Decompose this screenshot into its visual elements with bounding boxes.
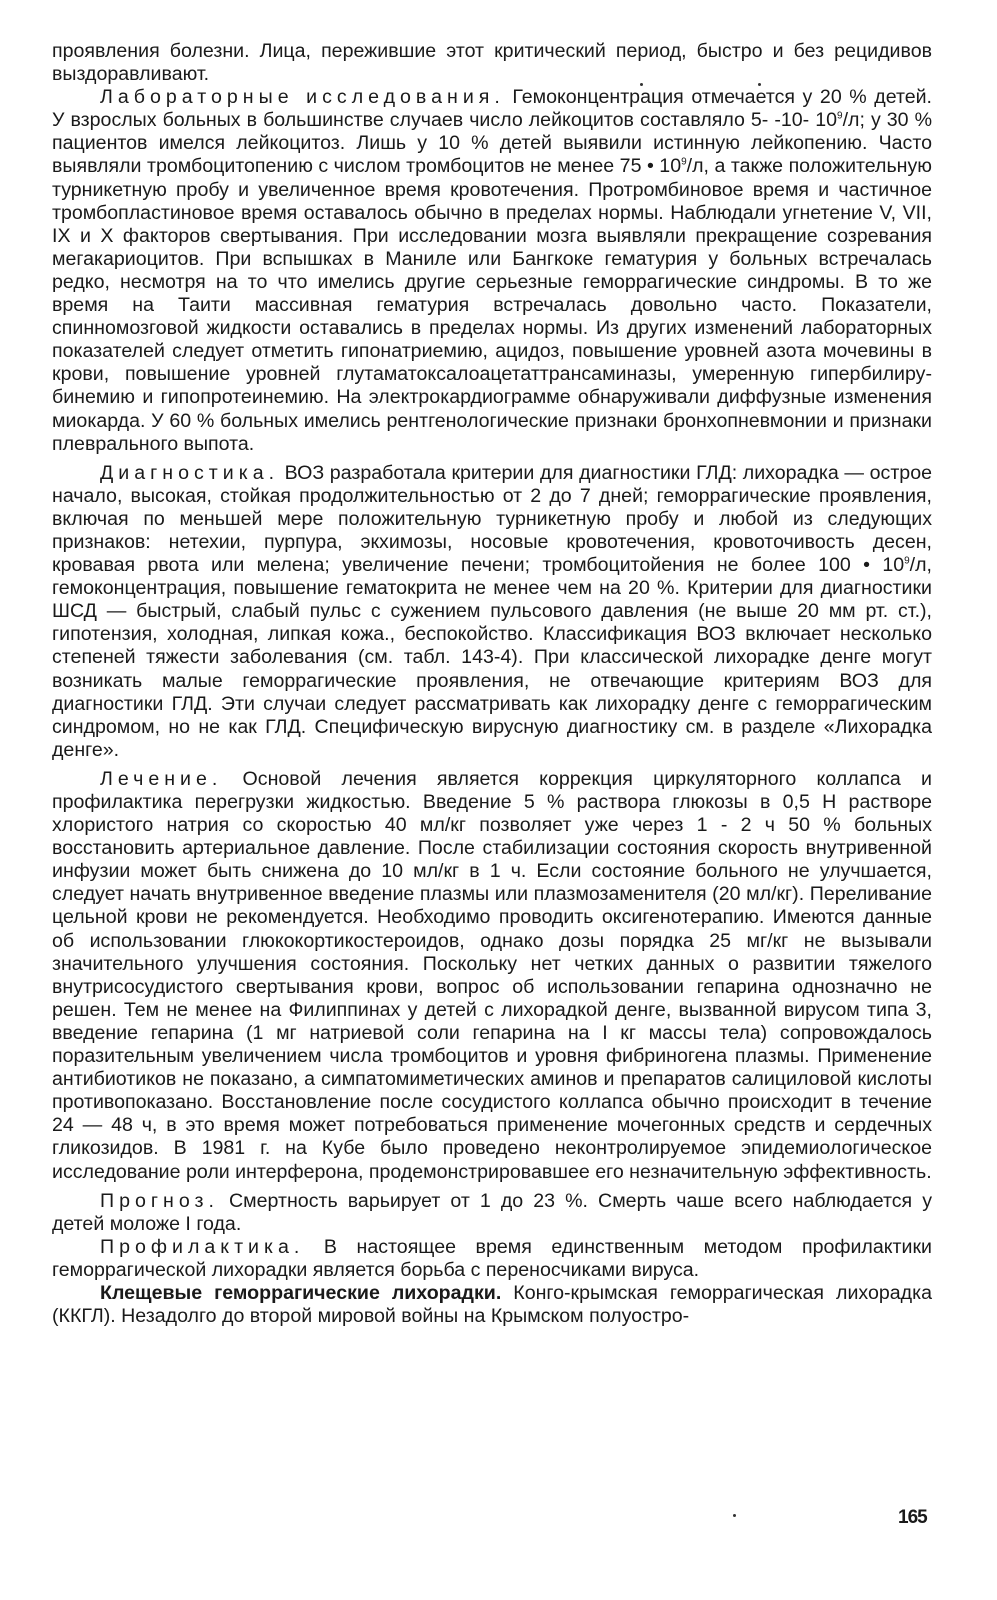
superscript: 9 — [681, 156, 687, 168]
paragraph-prognosis — [52, 1190, 932, 1236]
paragraph-treatment — [52, 768, 932, 1184]
paragraph-text: Основой лечения является коррекция циркуляторного коллапса и профилактика перегрузки жидкостью. Введение 5 % раствора глюкозы в 0,5 Н растворе хлористого натрия со скоростью 40 мл/кг позволяет уже через 1 - 2 ч 50 % больных восстановить артериальное давление. После стабилизации состояния скорость внутривенной инфузии может быть снижена до 10 мл/кг в 1 ч. Если состояние больного не улучшается, следует начать внутривенное введение плазмы или плазмозаменителя (20 мл/кг). Переливание цельной крови не рекомендуется. Необходимо проводить оксигенотерапию. Имеются данные об использовании глюкокортикостероидов, однако дозы порядка 25 мг/кг не вызывали значительного улучшения состояния. Поскольку нет четких данных о развитии тяжелого внутрисосудистого свертывания крови, вопрос об использовании гепарина однозначно не решен. Тем не менее на Филиппинах у детей с лихорадкой денге, вызванной вирусом типа 3, введение гепарина (1 мг натриевой соли гепарина на I кг массы тела) сопровождалось поразительным увеличением числа тромбоцитов и уровня фибриногена плазмы. Применение антибиотиков не показано, а симпатомиметических аминов и препаратов салициловой кислоты противопоказано. Восстановление после сосудистого коллапса обычно происходит в течение 24 — 48 ч, в это время может потребоваться применение мочегонных средств и сердечных гликозидов. В 1981 г. на Кубе было проведено неконтролируемое эпидемиологическое исследование роли интерферона, продемонстрировавшее его незначительную эффективность. — [52, 767, 932, 1183]
section-heading-prognosis: Прогноз. — [100, 1189, 219, 1212]
scan-speck — [640, 83, 643, 86]
superscript: 9 — [837, 110, 843, 122]
paragraph-text: Гемоконцентрация отмечается у 20 % детей. У взрослых больных в большинстве случаев число лейкоцитов составляло 5- -10- 10 — [52, 86, 932, 132]
paragraph-prophylaxis — [52, 1236, 932, 1282]
paragraph-lab-tests — [52, 86, 932, 456]
paragraph-text: В настоящее время единственным методом профилактики геморрагической лихорадки является борьба с переносчиками вируса. — [52, 1235, 932, 1281]
paragraph-text: Смертность варьирует от 1 до 23 %. Смерть чаше всего наблюдается у детей моложе I года. — [52, 1189, 932, 1235]
paragraph-tick-fevers — [52, 1282, 932, 1328]
scan-speck — [758, 83, 761, 86]
section-heading-diagnostics: Диагностика. — [100, 461, 280, 484]
paragraph-text: ВОЗ разработала критерии для диагностики ГЛД: лихорадка — острое начало, высокая, стойкая продолжительностью от 2 до 7 дней; геморрагические проявления, включая по меньшей мере положительную турникетную пробу и любой из следующих признаков: нетехии, пурпура, экхимозы, носовые кровотечения, кровоточивость десен, кровавая рвота или мелена; увеличение печени; тромбоцитойения не более 100 • 10 — [52, 461, 932, 577]
paragraph-diagnostics — [52, 462, 932, 762]
paragraph-text: Конго-крымская геморрагическая лихорадка (ККГЛ). Незадолго до второй мировой войны на Крымском полуостро- — [52, 1281, 932, 1328]
paragraph-text: /л, а также положительную турникетную пробу и увеличенное время кровотечения. Протромбиновое время и частичное тромбопластиновое время оставалось обычно в пределах нормы. Наблюдали угнетение V, VII, IX и X факторов свертывания. При исследовании мозга выявляли прекращение созревания мегакариоцитов. При вспышках в Маниле или Бангкоке гематурия у больных встречалась редко, несмотря на то что имелись другие серьезные геморрагические синдромы. В то же время на Таити массивная гематурия встречалась довольно часто. Показатели, спинномозговой жидкости оставались в пределах нормы. Из других изменений лабораторных показателей следует отметить гипонатриемию, ацидоз, повышение уровней азота мочевины в крови, повышение уровней глутаматоксалоацетаттрансаминазы, умеренную гипербилирубинемию и гипопротеинемию. На электрокардиограмме обнаруживали диффузные изменения миокарда. У 60 % больных имелись рентгенологические признаки бронхопневмонии и признаки плеврального выпота. — [52, 155, 932, 455]
superscript: 9 — [904, 555, 910, 567]
page-number: 165 — [898, 1507, 927, 1528]
section-heading-lab-tests: Лабораторные исследования. — [100, 86, 505, 109]
document-page — [52, 40, 932, 1328]
section-heading-tick-fevers: Клещевые геморрагические лихорадки. — [100, 1281, 502, 1304]
scan-speck — [733, 1514, 736, 1517]
paragraph-text: /л, гемоконцентрация, повышение гематокрита не менее чем на 20 %. Критерии для диагностики ШСД — быстрый, слабый пульс с сужением пульсового давления (не выше 20 мм рт. ст.), гипотензия, холодная, липкая кожа., беспокойство. Классификация ВОЗ включает несколько степеней тяжести заболевания (см. табл. 143-4). При классической лихорадке денге могут возникать малые геморрагические проявления, не отвечающие критериям ВОЗ для диагностики ГЛД. Эти случаи следует рассматривать как лихорадку денге с геморрагическим синдромом, но не как ГЛД. Специфическую вирусную диагностику см. в разделе «Лихорадка денге». — [52, 554, 932, 761]
paragraph-continuation: проявления болезни. Лица, пережившие этот критический период, быстро и без рецидивов выздоравливают. — [52, 40, 932, 86]
section-heading-prophylaxis: Профилактика. — [100, 1235, 305, 1258]
paragraph-text: /л; у 30 % пациентов имелся лейкоцитоз. Лишь у 10 % детей выявили истинную лейкопению. Часто выявляли тромбоцитопению с числом тромбоцитов не менее 75 • 10 — [52, 109, 933, 178]
section-heading-treatment: Лечение. — [100, 767, 223, 790]
